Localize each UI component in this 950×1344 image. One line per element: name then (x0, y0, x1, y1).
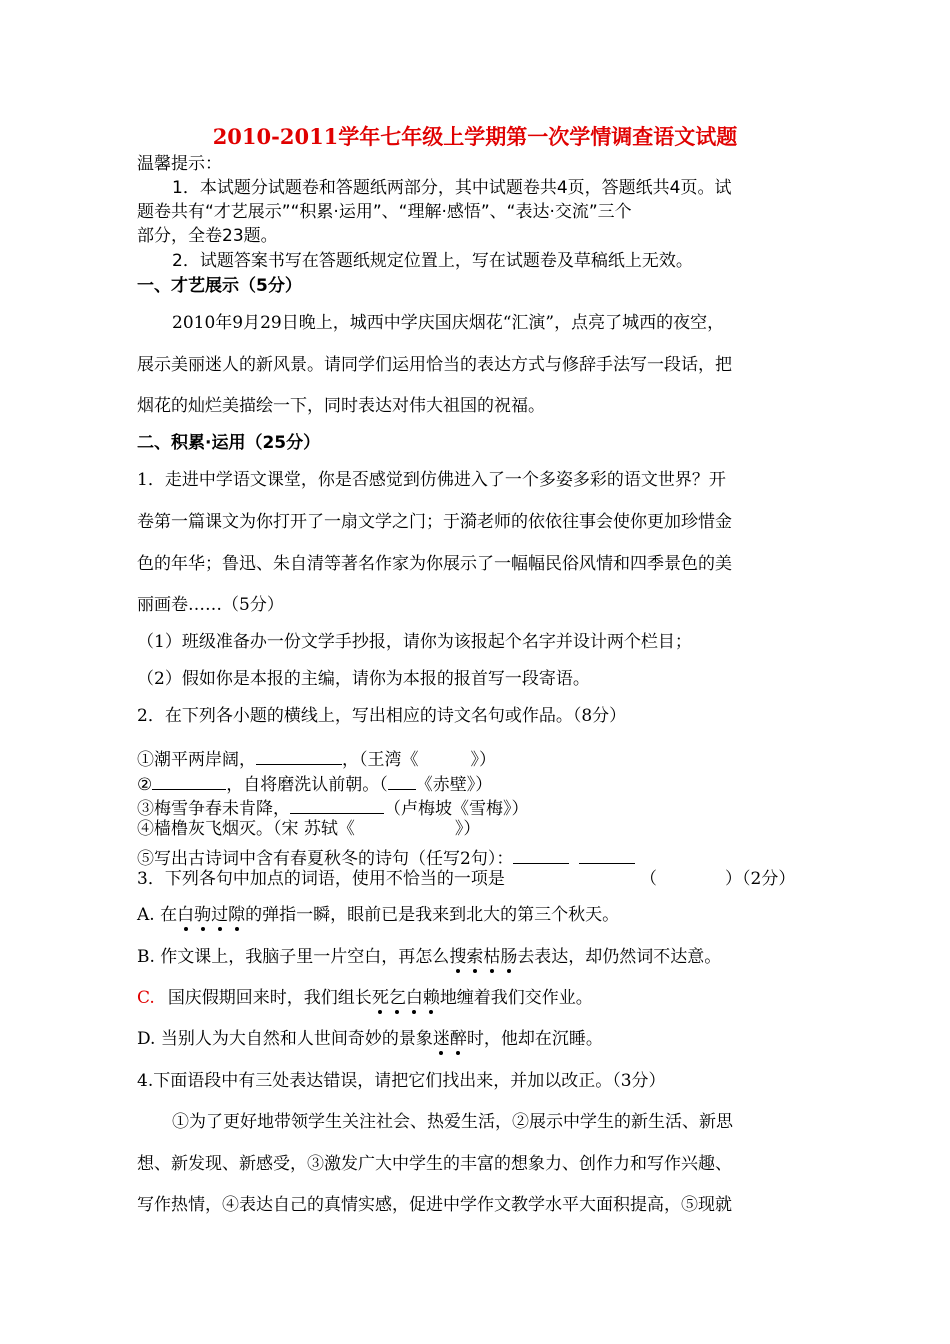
q2-item-5-a: ⑤写出古诗词中含有春夏秋冬的诗句（任写2句）： (137, 849, 514, 869)
q2-item-2-c: 《赤壁》） (415, 775, 493, 795)
answer-blank[interactable] (513, 846, 569, 864)
q2-item-2-b: ，自将磨洗认前朝。（ (226, 775, 388, 795)
q1-line-4: 丽画卷……（5分） (137, 595, 284, 615)
emphasis-dotted-char: 迷 (432, 1029, 450, 1049)
option-b-post: 去表达，却仍然词不达意。 (517, 947, 722, 967)
q4-line-3: 写作热情，④表达自己的真情实感，促进中学作文教学水平大面积提高，⑤现就 (137, 1195, 732, 1215)
emphasis-dotted-char: 枯 (483, 947, 501, 967)
q2-item-1-a: ①潮平两岸阔， (137, 750, 256, 770)
q1-line-3: 色的年华；鲁迅、朱自清等著名作家为你展示了一幅幅民俗风情和四季景色的美 (137, 554, 732, 574)
q2-item-2-a: ② (137, 775, 153, 795)
q2-item-3-a: ③梅雪争春未肯降， (137, 799, 290, 819)
q2-stem: 2．在下列各小题的横线上，写出相应的诗文名句或作品。（8分） (137, 706, 627, 726)
tip-1-line-3: 部分，全卷23题。 (137, 226, 278, 246)
emphasis-dotted-char: 白 (405, 988, 423, 1008)
option-a-post: 的弹指一瞬，眼前已是我来到北大的第三个秋天。 (245, 905, 620, 925)
q4-stem: 4.下面语段中有三处表达错误，请把它们找出来，并加以改正。（3分） (137, 1071, 666, 1091)
page-title: 2010-2011学年七年级上学期第一次学情调查语文试题 (212, 124, 738, 149)
option-b-pre: B. 作文课上，我脑子里一片空白，再怎么 (137, 947, 450, 967)
option-d-dotted-word (433, 1029, 467, 1049)
option-c-pre: 国庆假期回来时，我们组长 (167, 988, 372, 1008)
q2-item-1-c: 》） (470, 750, 496, 770)
emphasis-dotted-char: 白 (177, 905, 195, 925)
q3-stem: 3．下列各句中加点的词语，使用不恰当的一项是 (137, 869, 505, 889)
option-c-post: 地缠着我们交作业。 (439, 988, 593, 1008)
section-1-line-2: 展示美丽迷人的新风景。请同学们运用恰当的表达方式与修辞手法写一段话，把 (137, 355, 732, 375)
answer-blank[interactable] (256, 747, 342, 765)
emphasis-dotted-char: 肠 (500, 947, 518, 967)
q3-answer-paren[interactable]: （ ）（2分） (640, 869, 796, 889)
option-b-dotted-word (449, 947, 517, 967)
tips-heading: 温馨提示： (137, 154, 222, 174)
emphasis-dotted-char: 驹 (194, 905, 212, 925)
q2-item-3 (137, 796, 529, 818)
q1-line-1: 1．走进中学语文课堂，你是否感觉到仿佛进入了一个多姿多彩的语文世界？开 (137, 470, 726, 490)
option-d-post: 时，他却在沉睡。 (466, 1029, 603, 1049)
q3-option-a (137, 907, 619, 924)
q1-sub-1: （1）班级准备办一份文学手抄报，请你为该报起个名字并设计两个栏目； (137, 632, 692, 652)
q2-item-4 (137, 821, 480, 838)
option-a-pre: A. 在 (137, 905, 178, 925)
q2-item-4-b: 》） (454, 819, 481, 839)
q3-option-b (137, 949, 721, 966)
q1-sub-2: （2）假如你是本报的主编，请你为本报的报首写一段寄语。 (137, 669, 590, 689)
answer-blank[interactable] (152, 772, 226, 790)
emphasis-dotted-char: 过 (211, 905, 229, 925)
section-1-line-3: 烟花的灿烂美描绘一下，同时表达对伟大祖国的祝福。 (137, 396, 545, 416)
q1-line-2: 卷第一篇课文为你打开了一扇文学之门；于漪老师的依依往事会使你更加珍惜金 (137, 512, 732, 532)
option-a-dotted-word (177, 905, 245, 925)
q4-line-2: 想、新发现、新感受，③激发广大中学生的丰富的想象力、创作力和写作兴趣、 (137, 1154, 732, 1174)
tip-1-line-1: 1．本试题分试题卷和答题纸两部分，其中试题卷共4页，答题纸共4页。试 (172, 178, 732, 198)
q2-item-1-b: ，（王湾《 (342, 750, 419, 770)
answer-blank[interactable] (388, 772, 416, 790)
section-1-heading: 一、才艺展示（5分） (137, 276, 302, 296)
emphasis-dotted-char: 搜 (449, 947, 467, 967)
q2-item-2 (137, 772, 492, 794)
q3-option-c (137, 990, 593, 1007)
emphasis-dotted-char: 索 (466, 947, 484, 967)
option-c-label: C. (137, 988, 155, 1008)
q2-item-3-b: （卢梅坡《雪梅》） (384, 799, 529, 819)
q2-item-5 (137, 846, 635, 868)
q4-line-1: ①为了更好地带领学生关注社会、热爱生活，②展示中学生的新生活、新思 (172, 1112, 733, 1132)
option-c-dotted-word (372, 988, 440, 1008)
tip-2: 2．试题答案书写在答题纸规定位置上，写在试题卷及草稿纸上无效。 (172, 251, 693, 271)
q2-item-1 (137, 747, 496, 769)
answer-blank[interactable] (290, 796, 384, 814)
tip-1-line-2: 题卷共有“才艺展示”“积累·运用”、“理解·感悟”、“表达·交流”三个 (137, 202, 632, 222)
emphasis-dotted-char: 赖 (422, 988, 440, 1008)
option-d-pre: D. 当别人为大自然和人世间奇妙的景象 (137, 1029, 433, 1049)
emphasis-dotted-char: 醉 (449, 1029, 467, 1049)
q2-item-4-a: ④樯橹灰飞烟灭。（宋 苏轼《 (137, 819, 355, 839)
emphasis-dotted-char: 乞 (388, 988, 406, 1008)
answer-blank[interactable] (579, 846, 635, 864)
emphasis-dotted-char: 死 (371, 988, 389, 1008)
section-1-line-1: 2010年9月29日晚上，城西中学庆国庆烟花“汇演”，点亮了城西的夜空， (172, 313, 725, 333)
q3-option-d (137, 1031, 603, 1048)
section-2-heading: 二、积累·运用（25分） (137, 433, 321, 453)
emphasis-dotted-char: 隙 (228, 905, 246, 925)
